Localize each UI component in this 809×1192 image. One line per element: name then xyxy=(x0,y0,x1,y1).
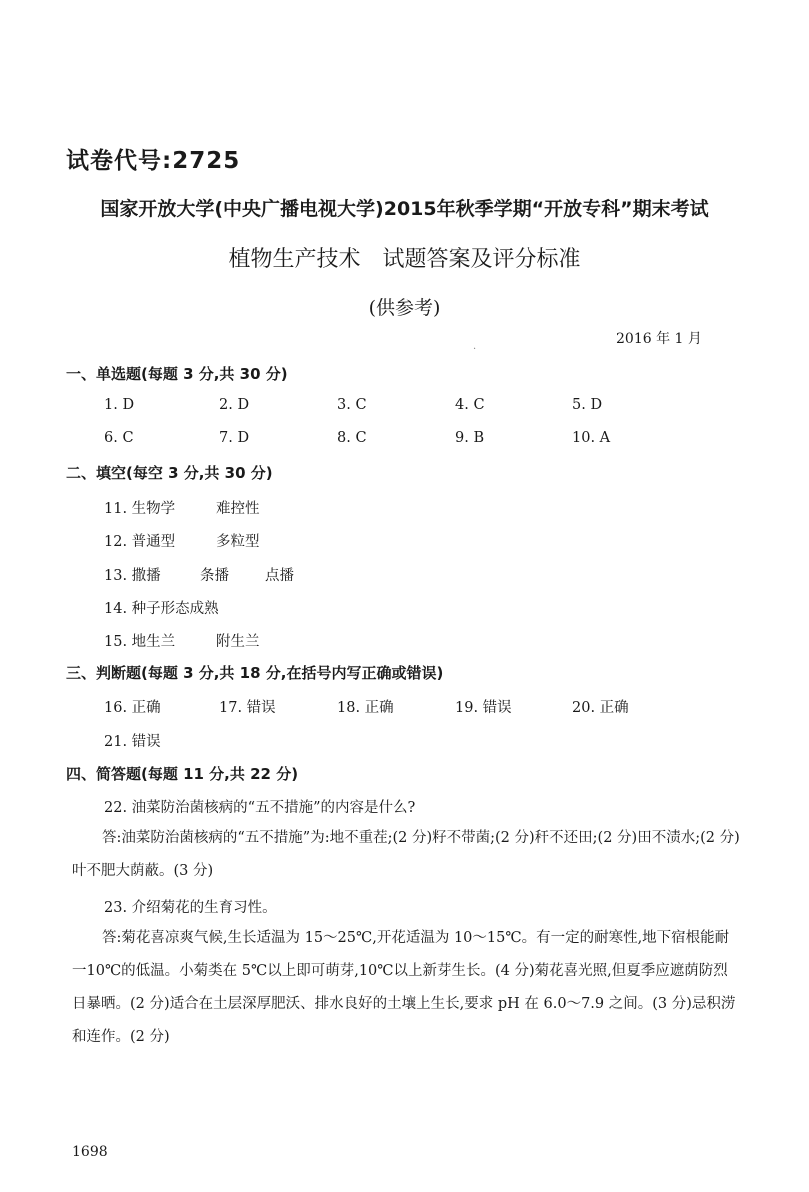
page-number: 1698 xyxy=(72,1144,108,1160)
answer-7: 7. D xyxy=(219,430,250,446)
section-3-title: 三、判断题(每题 3 分,共 18 分,在括号内写正确或错误) xyxy=(66,664,444,682)
fill-13-a: 13. 撒播 xyxy=(104,568,161,584)
paper-code: 试卷代号:2725 xyxy=(66,148,241,174)
answer-6: 6. C xyxy=(104,430,134,446)
section-1-title: 一、单选题(每题 3 分,共 30 分) xyxy=(66,365,288,383)
answer-10: 10. A xyxy=(572,430,611,446)
section-4-title: 四、简答题(每题 11 分,共 22 分) xyxy=(66,765,299,783)
judge-20: 20. 正确 xyxy=(572,700,629,716)
answer-22: 答:油菜防治菌核病的“五不措施”为:地不重茬;(2 分)籽不带菌;(2 分)秆不还田;(2 分)田不渍水;(2 分)叶不肥大荫蔽。(3 分) xyxy=(72,830,740,879)
scan-dot: · xyxy=(473,344,477,355)
answer-5: 5. D xyxy=(572,397,603,413)
question-22: 22. 油菜防治菌核病的“五不措施”的内容是什么? xyxy=(104,800,416,816)
exam-date: 2016 年 1 月 xyxy=(616,331,702,347)
answer-4: 4. C xyxy=(455,397,485,413)
fill-15-b: 附生兰 xyxy=(216,634,260,650)
fill-13-b: 条播 xyxy=(200,568,229,584)
exam-title: 国家开放大学(中央广播电视大学)2015年秋季学期“开放专科”期末考试 xyxy=(100,198,709,220)
judge-17: 17. 错误 xyxy=(219,700,276,716)
answer-8: 8. C xyxy=(337,430,367,446)
answer-23: 答:菊花喜凉爽气候,生长适温为 15～25℃,开花适温为 10～15℃。有一定的耐寒性,地下宿根能耐一10℃的低温。小菊类在 5℃以上即可萌芽,10℃以上新芽生长。(4 分)菊花喜光照,但夏季应遮荫防烈日暴晒。(2 分)适合在土层深厚肥沃、排水良好的土壤上生长,要求 pH 在 6.0～7.9 之间。(3 分)忌积涝和连作。(2 分) xyxy=(72,930,736,1045)
fill-13-c: 点播 xyxy=(265,568,294,584)
fill-14: 14. 种子形态成熟 xyxy=(104,601,219,617)
reference-note: (供参考) xyxy=(368,297,441,319)
subject-title: 植物生产技术 试题答案及评分标准 xyxy=(228,247,581,272)
judge-16: 16. 正确 xyxy=(104,700,161,716)
judge-19: 19. 错误 xyxy=(455,700,512,716)
fill-15-a: 15. 地生兰 xyxy=(104,634,176,650)
fill-11-b: 难控性 xyxy=(216,501,260,517)
answer-9: 9. B xyxy=(455,430,485,446)
answer-1: 1. D xyxy=(104,397,135,413)
question-23: 23. 介绍菊花的生育习性。 xyxy=(104,900,277,916)
fill-11-a: 11. 生物学 xyxy=(104,501,176,517)
judge-18: 18. 正确 xyxy=(337,700,394,716)
answer-3: 3. C xyxy=(337,397,367,413)
answer-2: 2. D xyxy=(219,397,250,413)
judge-21: 21. 错误 xyxy=(104,734,161,750)
fill-12-a: 12. 普通型 xyxy=(104,534,176,550)
section-2-title: 二、填空(每空 3 分,共 30 分) xyxy=(66,464,273,482)
fill-12-b: 多粒型 xyxy=(216,534,260,550)
